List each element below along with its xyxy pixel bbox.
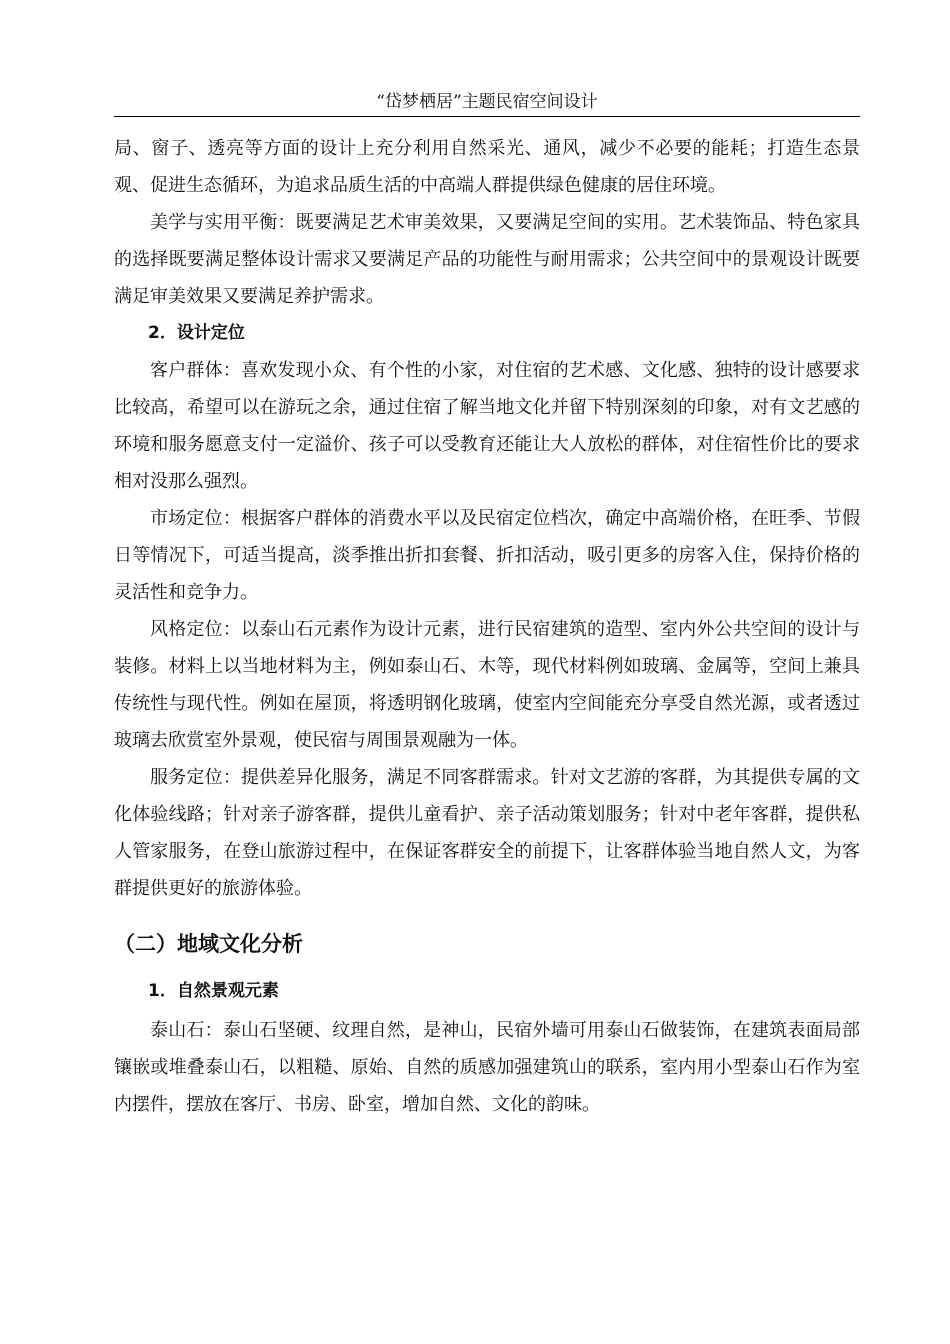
- running-header: “岱梦栖居”主题民宿空间设计: [376, 92, 598, 112]
- paragraph-taishan-stone: 泰山石：泰山石坚硬、纹理自然，是神山，民宿外墙可用泰山石做装饰，在建筑表面局部镶嵌或堆叠泰山石，以粗糙、原始、自然的质感加强建筑山的联系，室内用小型泰山石作为室内摆件，摆放在客厅、书房、卧室，增加自然、文化的韵味。: [114, 1020, 860, 1115]
- paragraph-aesthetics-balance: 美学与实用平衡：既要满足艺术审美效果，又要满足空间的实用。艺术装饰品、特色家具的选择既要满足整体设计需求又要满足产品的功能性与耐用需求；公共空间中的景观设计既要满足审美效果又要满足养护需求。: [114, 212, 860, 307]
- heading-regional-culture: （二）地域文化分析: [114, 932, 303, 956]
- header-rule: [114, 116, 860, 117]
- paragraph-market-positioning: 市场定位：根据客户群体的消费水平以及民宿定位档次，确定中高端价格，在旺季、节假日等情况下，可适当提高，淡季推出折扣套餐、折扣活动，吸引更多的房客入住，保持价格的灵活性和竞争力。: [114, 508, 860, 603]
- paragraph-style-positioning: 风格定位：以泰山石元素作为设计元素，进行民宿建筑的造型、室内外公共空间的设计与装修。材料上以当地材料为主，例如泰山石、木等，现代材料例如玻璃、金属等，空间上兼具传统性与现代性。例如在屋顶，将透明钢化玻璃，使室内空间能充分享受自然光源，或者透过玻璃去欣赏室外景观，使民宿与周围景观融为一体。: [114, 619, 860, 751]
- paragraph-eco-design: 局、窗子、透亮等方面的设计上充分利用自然采光、通风，减少不必要的能耗；打造生态景观、促进生态循环，为追求品质生活的中高端人群提供绿色健康的居住环境。: [114, 138, 860, 196]
- document-body: [114, 130, 860, 1123]
- paragraph-service-positioning: 服务定位：提供差异化服务，满足不同客群需求。针对文艺游的客群，为其提供专属的文化体验线路；针对亲子游客群，提供儿童看护、亲子活动策划服务；针对中老年客群，提供私人管家服务，在登山旅游过程中，在保证客群安全的前提下，让客群体验当地自然人文，为客群提供更好的旅游体验。: [114, 767, 860, 899]
- heading-design-positioning: 2．设计定位: [148, 323, 245, 343]
- heading-natural-landscape: 1．自然景观元素: [148, 981, 279, 1001]
- paragraph-customer-group: 客户群体：喜欢发现小众、有个性的小家，对住宿的艺术感、文化感、独特的设计感要求比较高，希望可以在游玩之余，通过住宿了解当地文化并留下特别深刻的印象，对有文艺感的环境和服务愿意支付一定溢价、孩子可以受教育还能让大人放松的群体，对住宿性价比的要求相对没那么强烈。: [114, 360, 860, 492]
